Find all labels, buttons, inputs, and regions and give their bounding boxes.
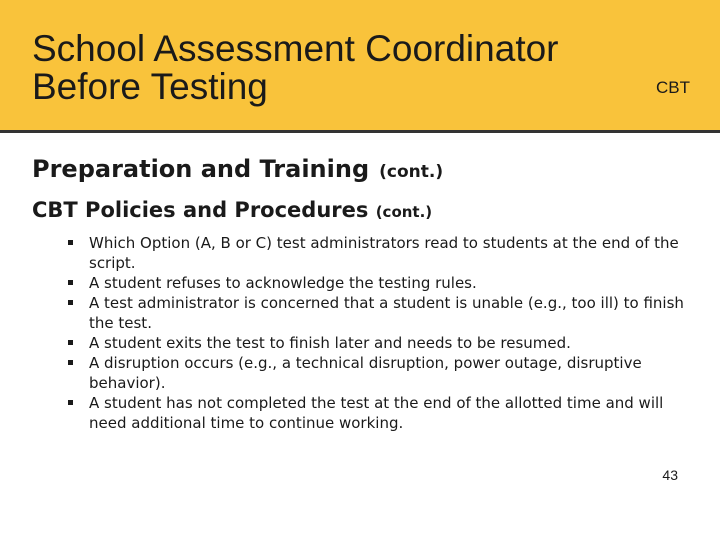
slide-title-line-2: Before Testing — [32, 66, 268, 107]
section-heading — [32, 155, 443, 183]
title-banner — [0, 0, 720, 130]
header-divider — [0, 130, 720, 133]
section-heading-text: Preparation and Training — [32, 155, 370, 183]
bullet-item: A disruption occurs (e.g., a technical disruption, power outage, disruptive behavior). — [70, 353, 695, 393]
bullet-list — [70, 233, 695, 433]
section-subheading-suffix: (cont.) — [375, 203, 433, 221]
bullet-item: A test administrator is concerned that a student is unable (e.g., too ill) to finish the test. — [70, 293, 695, 333]
bullet-item: A student exits the test to finish later and needs to be resumed. — [70, 333, 695, 353]
cbt-badge: CBT — [656, 78, 690, 97]
page-number: 43 — [662, 467, 678, 483]
bullet-item: A student has not completed the test at the end of the allotted time and will need additional time to continue working. — [70, 393, 695, 433]
slide-title — [32, 30, 559, 106]
section-subheading-text: CBT Policies and Procedures — [32, 198, 369, 222]
section-heading-suffix: (cont.) — [379, 162, 444, 182]
bullet-item: A student refuses to acknowledge the testing rules. — [70, 273, 695, 293]
bullet-item: Which Option (A, B or C) test administrators read to students at the end of the script. — [70, 233, 695, 273]
slide-title-line-1: School Assessment Coordinator — [32, 28, 559, 69]
section-subheading — [32, 198, 432, 222]
